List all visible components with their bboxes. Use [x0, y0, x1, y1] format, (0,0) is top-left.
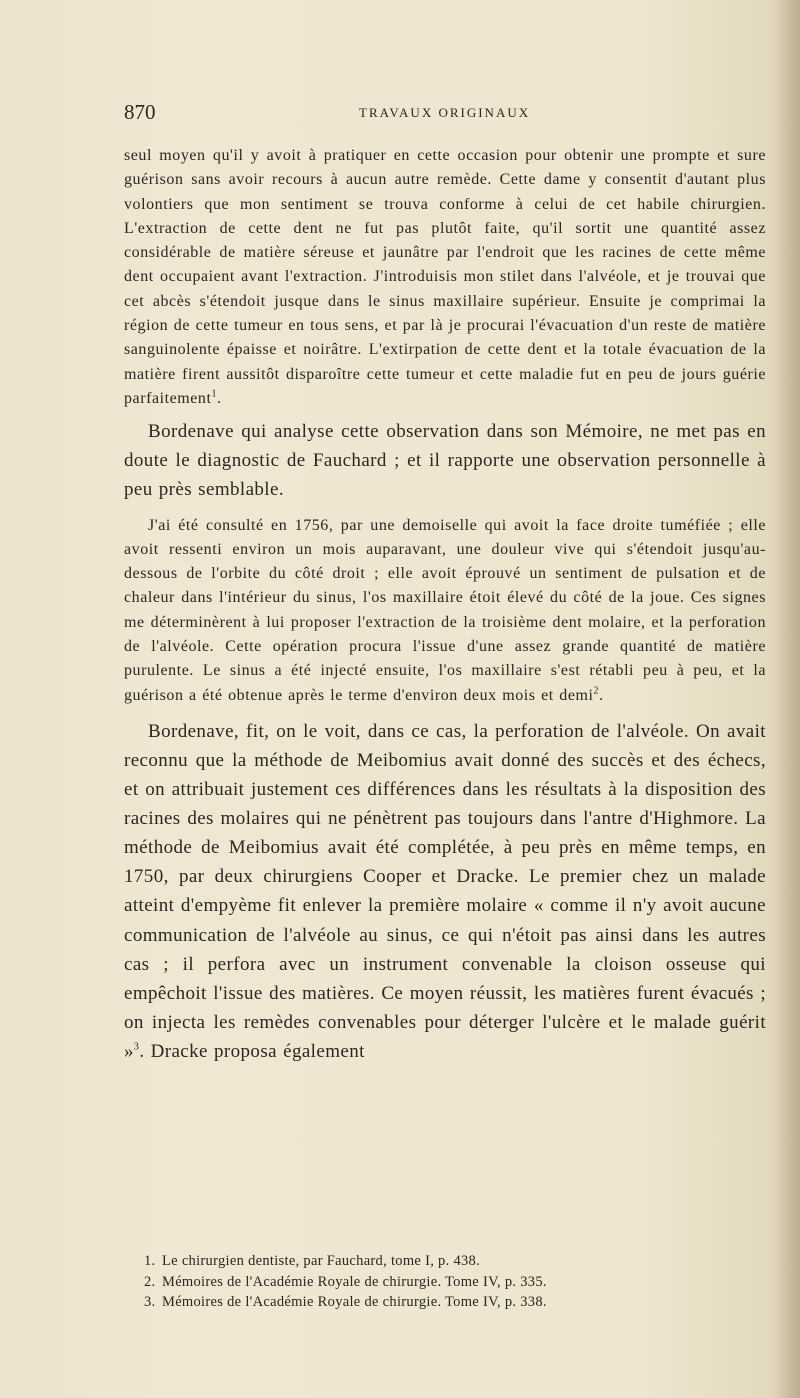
page-number: 870: [124, 100, 156, 124]
footnote-1: [144, 1251, 764, 1272]
paragraph-tail: .: [217, 389, 222, 407]
paragraph-bordenave-analysis: [124, 417, 766, 504]
footnote-3: [144, 1292, 764, 1313]
footnote-ref: 3: [133, 1041, 140, 1053]
quoted-paragraph-bordenave: [124, 514, 766, 708]
body-text: [124, 144, 766, 1066]
footnotes: [144, 1251, 764, 1313]
footnote-2: [144, 1272, 764, 1293]
footnote-ref: 2: [593, 685, 600, 697]
footnote-number: 1.: [144, 1253, 156, 1269]
footnote-number: 3.: [144, 1294, 156, 1310]
footnote-number: 2.: [144, 1273, 156, 1290]
paragraph-perforation: [124, 717, 766, 1066]
quoted-paragraph-fauchard: [124, 144, 766, 411]
footnote-text: Le chirurgien dentiste, par Fauchard, tome I, p. 438.: [162, 1253, 481, 1269]
footnote-text: Mémoires de l'Académie Royale de chirurgie. Tome IV, p. 335.: [162, 1273, 547, 1290]
paragraph-tail: . Dracke proposa également: [139, 1040, 365, 1062]
paragraph-text: Bordenave qui analyse cette observation dans son Mémoire, ne met pas en doute le diagnostic de Fauchard ; et il rapporte une observation personnelle à peu près semblable.: [124, 421, 766, 501]
footnote-text: Mémoires de l'Académie Royale de chirurgie. Tome IV, p. 338.: [162, 1294, 547, 1310]
page-edge-shadow: [774, 0, 800, 1398]
paragraph-text: seul moyen qu'il y avoit à pratiquer en cette occasion pour obtenir une prompte et sure guérison sans avoir recours à aucun autre remède. Cette dame y consentit d'autant plus volontiers que mon sentiment se trouva conforme à celui de cet habile chirurgien. L'extraction de cette dent ne fut pas plutôt faite, qu'il sortit une quantité assez considérable de matière séreuse et jaunâtre par l'endroit que les racines de cette même dent occupaient avant l'extraction. J'introduisis mon stilet dans l'alvéole, et je trouvai que cet abcès s'étendoit jusque dans le sinus maxillaire supérieur. Ensuite je comprimai la région de cette tumeur en tous sens, et par là je procurai l'évacuation d'un reste de matière sanguinolente épaisse et noirâtre. L'extirpation de cette dent et la totale évacuation de la matière firent aussitôt disparoître cette tumeur et cette maladie fut en peu de jours guérie parfaitement: [124, 147, 766, 407]
paragraph-text: Bordenave, fit, on le voit, dans ce cas, la perforation de l'alvéole. On avait reconnu que la méthode de Meibomius avait donné des succès et des échecs, et on attribuait justement ces différences dans les résultats à la disposition des racines des molaires qui ne pénètrent pas toujours dans l'antre d'Highmore. La méthode de Meibomius avait été complétée, à peu près en même temps, en 1750, par deux chirurgiens Cooper et Dracke. Le premier chez un malade atteint d'empyème fit enlever la première molaire « comme il n'y avoit aucune communication de l'alvéole au sinus, ce qui n'étoit pas ainsi dans les autres cas ; il perfora avec un instrument convenable la cloison osseuse qui empêchoit l'issue des matières. Ce moyen réussit, les matières furent évacués ; on injecta les remèdes convenables pour déterger l'ulcère et le malade guérit »: [124, 720, 766, 1062]
running-head: TRAVAUX ORIGINAUX: [359, 105, 531, 120]
paragraph-tail: .: [599, 686, 604, 704]
page-header: [124, 100, 764, 128]
footnote-ref: 1: [211, 388, 218, 400]
paragraph-text: J'ai été consulté en 1756, par une demoiselle qui avoit la face droite tuméfiée ; elle avoit ressenti environ un mois auparavant, une douleur vive qui s'étendoit jusqu'au-dessous de l'orbite du côté droit ; elle avoit éprouvé un sentiment de pulsation et de chaleur dans l'intérieur du sinus, l'os maxillaire étoit élevé du côté de la joue. Ces signes me déterminèrent à lui proposer l'extraction de la troisième dent molaire, et la perforation de l'alvéole. Cette opération procura l'issue d'une assez grande quantité de matière purulente. Le sinus a été injecté ensuite, l'os maxillaire s'est rétabli peu à peu, et la guérison a été obtenue après le terme d'environ deux mois et demi: [124, 516, 766, 704]
